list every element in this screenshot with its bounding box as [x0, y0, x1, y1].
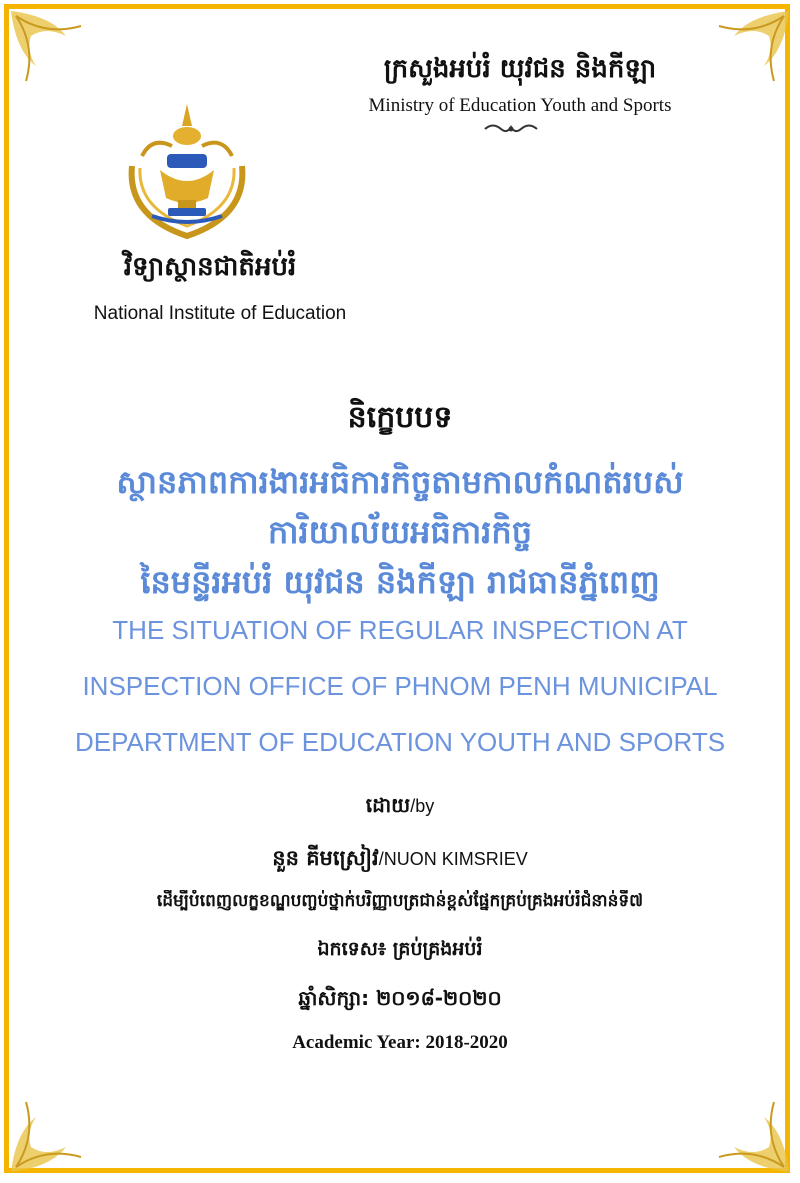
by-english: /by [410, 796, 435, 816]
institute-emblem-icon [112, 96, 262, 246]
title-khmer-line-1: ស្ថានភាពការងារអធិការកិច្ចតាមកាលកំណត់របស់ [116, 463, 684, 501]
title-khmer-line-2: ការិយាល័យអធិការកិច្ច [267, 513, 533, 551]
corner-ornament-top-left [6, 6, 96, 96]
academic-year-english: Academic Year: 2018-2020 [292, 1032, 508, 1053]
title-english-line-3: DEPARTMENT OF EDUCATION YOUTH AND SPORTS [74, 727, 726, 757]
corner-ornament-top-right [704, 6, 794, 96]
purpose-line-1: ដើម្បីបំពេញលក្ខខណ្ឌបញ្ចប់ថ្នាក់បរិញ្ញាបត្រជាន់ខ្ពស់ផ្នែកគ្រប់គ្រងអប់រំជំនាន់ទី៧ [156, 891, 644, 911]
institute-name-khmer: វិទ្យាស្ថានជាតិអប់រំ [123, 252, 297, 282]
institute-name-english: National Institute of Education [93, 303, 347, 324]
thesis-label: និក្ខេបបទ [347, 400, 453, 435]
purpose-line-2: ឯកទេស៖ គ្រប់គ្រងអប់រំ [317, 938, 483, 960]
ministry-ornament-icon [483, 122, 539, 136]
author-name-khmer: នួន គីមស្រៀវ [272, 846, 379, 870]
author-name-english: /NUON KIMSRIEV [378, 849, 528, 869]
title-english-line-1: THE SITUATION OF REGULAR INSPECTION AT [112, 615, 688, 645]
title-khmer-line-3: នៃមន្ទីរអប់រំ យុវជន និងកីឡា រាជធានីភ្នំពេញ [140, 563, 660, 601]
by-khmer: ដោយ [365, 793, 411, 817]
academic-year-khmer: ឆ្នាំសិក្សា: ២០១៨-២០២០ [298, 986, 502, 1010]
title-english-line-2: INSPECTION OFFICE OF PHNOM PENH MUNICIPAL [82, 671, 718, 701]
ministry-name-khmer: ក្រសួងអប់រំ យុវជន និងកីឡា [383, 54, 657, 84]
author-name [150, 845, 650, 876]
ministry-name-english: Ministry of Education Youth and Sports [368, 95, 672, 116]
corner-ornament-bottom-left [6, 1087, 96, 1177]
by-line [250, 792, 550, 822]
corner-ornament-bottom-right [704, 1087, 794, 1177]
